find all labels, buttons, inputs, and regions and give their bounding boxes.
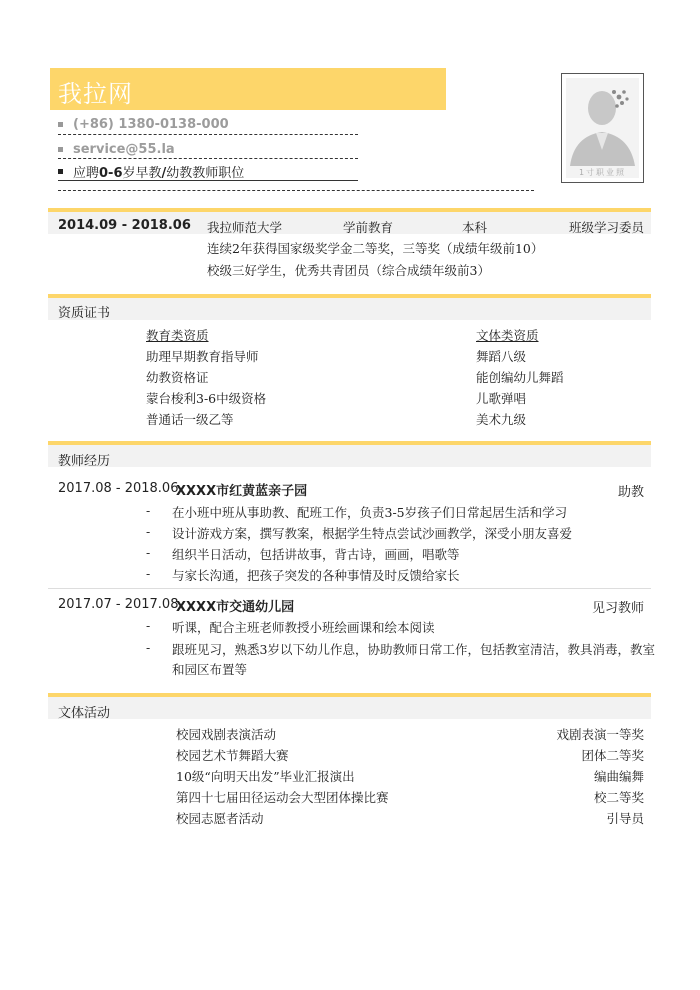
activity-award: 编曲编舞 xyxy=(593,769,644,784)
job-date: 2017.08 - 2018.06 xyxy=(58,481,179,496)
list-dash: - xyxy=(146,524,151,539)
cert-right-item: 舞蹈八级 xyxy=(476,349,527,364)
activity-award: 校二等奖 xyxy=(593,790,644,805)
job-item: 听课，配合主班老师教授小班绘画课和绘本阅读 xyxy=(172,620,435,635)
divider xyxy=(58,158,358,159)
activities-title: 文体活动 xyxy=(58,706,111,721)
activities-bar xyxy=(48,697,651,719)
cert-left-item: 普通话一级乙等 xyxy=(146,412,234,427)
objective-line xyxy=(58,162,244,180)
bullet-icon xyxy=(58,147,63,152)
phone-text: (+86) 1380-0138-000 xyxy=(73,116,229,132)
activity-name: 校园志愿者活动 xyxy=(176,811,264,826)
job-role: 助教 xyxy=(617,485,644,500)
divider xyxy=(58,134,358,135)
job-item: 设计游戏方案，撰写教案，根据学生特点尝试沙画教学，深受小朋友喜爱 xyxy=(172,526,573,541)
job-org: XXXX市交通幼儿园 xyxy=(176,600,295,615)
education-honor: 校级三好学生，优秀共青团员（综合成绩年级前3） xyxy=(207,263,490,278)
education-major: 学前教育 xyxy=(343,220,394,235)
objective-text: 应聘0-6岁早教/幼教教师职位 xyxy=(73,165,245,181)
activity-name: 校园艺术节舞蹈大赛 xyxy=(176,748,289,763)
divider xyxy=(58,180,358,181)
activity-name: 第四十七届田径运动会大型团体操比赛 xyxy=(176,790,389,805)
bullet-icon xyxy=(58,122,63,127)
candidate-name: 我拉网 xyxy=(58,80,133,108)
activity-award: 引导员 xyxy=(606,811,644,826)
job-item: 和园区布置等 xyxy=(172,662,248,677)
cert-left-header: 教育类资质 xyxy=(146,328,209,343)
cert-left-item: 助理早期教育指导师 xyxy=(146,349,259,364)
email-text: service@55.la xyxy=(73,141,175,157)
job-date: 2017.07 - 2017.08 xyxy=(58,597,179,612)
email-line xyxy=(58,140,175,158)
bullet-icon xyxy=(58,169,63,174)
cert-right-header: 文体类资质 xyxy=(476,328,539,343)
cert-left-item: 幼教资格证 xyxy=(146,370,209,385)
avatar xyxy=(566,78,639,178)
divider xyxy=(58,190,534,191)
divider xyxy=(48,588,651,589)
education-role: 班级学习委员 xyxy=(568,220,644,235)
job-org: XXXX市红黄蓝亲子园 xyxy=(176,484,308,499)
cert-left-item: 蒙台梭利3-6中级资格 xyxy=(146,391,267,406)
certificates-bar xyxy=(48,298,651,320)
experience-bar xyxy=(48,445,651,467)
photo-label: 1寸职业照 xyxy=(578,168,627,177)
list-dash: - xyxy=(146,618,151,633)
list-dash: - xyxy=(146,640,151,655)
activity-award: 戏剧表演一等奖 xyxy=(556,727,644,742)
job-item: 与家长沟通，把孩子突发的各种事情及时反馈给家长 xyxy=(172,568,460,583)
education-degree: 本科 xyxy=(462,220,488,235)
list-dash: - xyxy=(146,503,151,518)
job-item: 在小班中班从事助教、配班工作，负责3-5岁孩子们日常起居生活和学习 xyxy=(172,505,568,520)
job-role: 见习教师 xyxy=(591,601,644,616)
activity-name: 10级“向明天出发”毕业汇报演出 xyxy=(176,769,355,784)
phone-line xyxy=(58,115,229,133)
cert-right-item: 儿歌弹唱 xyxy=(476,391,527,406)
activity-award: 团体二等奖 xyxy=(581,748,644,763)
cert-right-item: 美术九级 xyxy=(476,412,527,427)
education-honor: 连续2年获得国家级奖学金二等奖，三等奖（成绩年级前10） xyxy=(207,241,544,256)
list-dash: - xyxy=(146,545,151,560)
job-item: 组织半日活动，包括讲故事，背古诗，画画，唱歌等 xyxy=(172,547,460,562)
education-school: 我拉师范大学 xyxy=(207,220,283,235)
activity-name: 校园戏剧表演活动 xyxy=(176,727,277,742)
person-icon xyxy=(566,78,639,178)
education-date: 2014.09 - 2018.06 xyxy=(58,218,191,233)
list-dash: - xyxy=(146,566,151,581)
cert-right-item: 能创编幼儿舞蹈 xyxy=(476,370,564,385)
certificates-title: 资质证书 xyxy=(58,306,111,321)
experience-title: 教师经历 xyxy=(58,454,111,469)
job-item: 跟班见习，熟悉3岁以下幼儿作息，协助教师日常工作，包括教室清洁，教具消毒，教室 xyxy=(172,642,655,657)
